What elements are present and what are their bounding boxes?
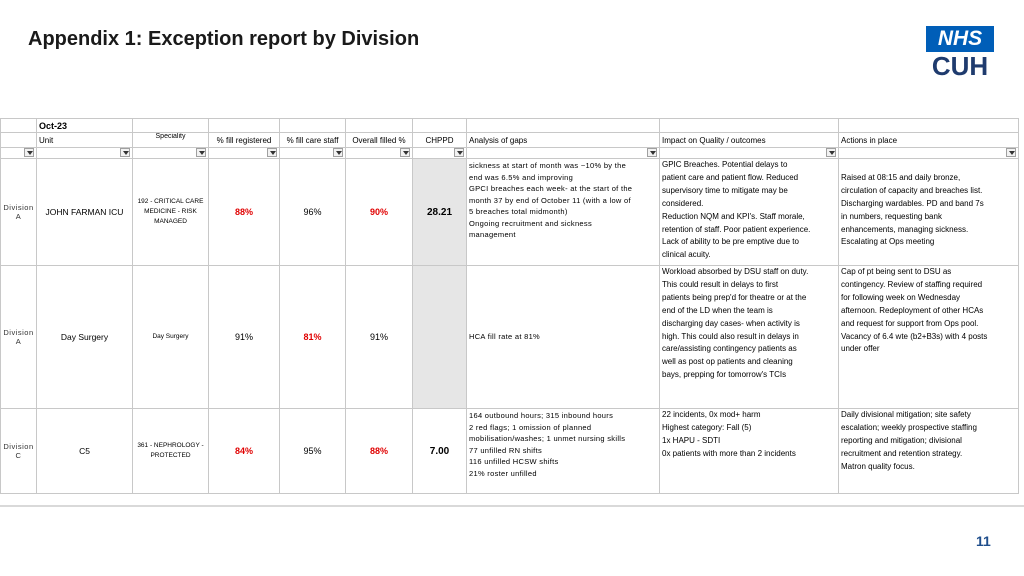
actions-line: for following week on Wednesday [841,292,961,302]
speciality-cell: 192 - CRITICAL CARE MEDICINE - RISK MANAGED [133,159,209,266]
actions-cell [839,409,1019,494]
analysis-cell [467,409,660,494]
impact-line: Workload absorbed by DSU staff on duty. [662,267,809,276]
table-row [1,159,1019,266]
chppd-cell: 28.21 [413,159,467,266]
actions-line: Discharging wardables. PD and band 7s [841,198,984,208]
filter-dropdown-actions[interactable] [1006,148,1016,157]
actions-line: circulation of capacity and breaches list. [841,185,983,195]
fill-care-staff-cell: 81% [280,266,346,409]
header-analysis: Analysis of gaps [467,133,660,148]
unit-cell: Day Surgery [37,266,133,409]
analysis-line: 116 unfilled HCSW shifts [469,457,559,466]
nhs-cuh-logo [924,26,996,82]
analysis-line: 2 red flags; 1 omission of planned [469,422,592,432]
overall-filled-cell: 88% [346,409,413,494]
overall-filled-cell: 90% [346,159,413,266]
analysis-cell [467,266,660,409]
analysis-line: HCA fill rate at 81% [469,332,541,342]
actions-line: escalation; weekly prospective staffing [841,422,977,432]
unit-cell: C5 [37,409,133,494]
actions-line: contingency. Review of staffing required [841,279,983,289]
impact-line: Highest category: Fall (5) [662,422,752,432]
exception-table [0,118,1019,494]
actions-cell [839,159,1019,266]
filter-dropdown-chppd[interactable] [454,148,464,157]
actions-line: and request for support from Ops pool. [841,318,979,328]
analysis-line: GPCI breaches each week- at the start of the [469,184,633,193]
header-unit: Unit [37,133,133,148]
impact-line: 1x HAPU - SDTI [662,435,721,445]
impact-line: well as post op patients and cleaning [662,357,793,367]
actions-line: Vacancy of 6.4 wte (b2+B3s) with 4 posts [841,331,988,341]
actions-line: enhancements, managing sickness. [841,224,969,234]
impact-cell [660,159,839,266]
period-label: Oct-23 [37,119,133,133]
analysis-line: sickness at start of month was ~10% by the [469,161,627,170]
impact-line: end of the LD when the team is [662,305,773,315]
impact-line: considered. [662,198,704,208]
impact-line: bays, prepping for tomorrow's TCIs [662,370,787,380]
filter-dropdown-speciality[interactable] [196,148,206,157]
filter-dropdown-fill-registered[interactable] [267,148,277,157]
logo-nhs: NHS [926,26,994,52]
fill-registered-cell: 91% [209,266,280,409]
impact-line: patients being prep'd for theatre or at the [662,292,807,302]
page-title: Appendix 1: Exception report by Division [28,28,420,50]
actions-line: afternoon. Redeployment of other HCAs [841,305,984,315]
actions-line: Daily divisional mitigation; site safety [841,410,971,419]
filter-dropdown-overall-filled[interactable] [400,148,410,157]
impact-line: 22 incidents, 0x mod+ harm [662,410,761,419]
header-blank [1,133,37,148]
overall-filled-cell: 91% [346,266,413,409]
chppd-cell [413,266,467,409]
fill-registered-cell: 88% [209,159,280,266]
actions-line: in numbers, requesting bank [841,211,942,221]
actions-line: Escalating at Ops meeting [841,237,935,247]
impact-line: 0x patients with more than 2 incidents [662,448,796,458]
filter-dropdown-impact[interactable] [826,148,836,157]
header-impact: Impact on Quality / outcomes [660,133,839,148]
analysis-line: month 37 by end of October 11 (with a low of [469,195,631,205]
header-speciality: Speciality [133,133,209,148]
unit-cell: JOHN FARMAN ICU [37,159,133,266]
actions-line: reporting and mitigation; divisional [841,435,962,445]
impact-line: retention of staff. Poor patient experience. [662,224,811,234]
header-fill-care-staff: % fill care staff [280,133,346,148]
actions-line: under offer [841,344,880,354]
impact-line: This could result in delays to first [662,279,779,289]
actions-line: Raised at 08:15 and daily bronze, [841,172,961,182]
actions-line: Matron quality focus. [841,461,915,471]
impact-line: supervisory time to mitigate may be [662,185,788,195]
fill-registered-cell: 84% [209,409,280,494]
header-fill-registered: % fill registered [209,133,280,148]
actions-line: Cap of pt being sent to DSU as [841,267,952,276]
actions-cell [839,266,1019,409]
impact-cell [660,266,839,409]
division-cell: Division A [1,266,37,409]
header-chppd: CHPPD [413,133,467,148]
analysis-line: 5 breaches total midmonth) [469,207,568,216]
logo-org: CUH [931,51,989,81]
filter-dropdown-analysis[interactable] [647,148,657,157]
filter-dropdown-division[interactable] [24,148,34,157]
division-cell: Division C [1,409,37,494]
header-actions: Actions in place [839,133,1019,148]
table-row [1,266,1019,409]
analysis-line: mobilisation/washes; 1 unmet nursing skills [469,434,626,443]
division-cell: Division A [1,159,37,266]
analysis-line: 21% roster unfilled [469,468,537,478]
analysis-line: 77 unfilled RN shifts [469,445,542,455]
impact-cell [660,409,839,494]
filter-dropdown-unit[interactable] [120,148,130,157]
analysis-cell [467,159,660,266]
analysis-line: management [469,230,516,239]
actions-line [841,159,1016,172]
corner-cell [1,119,37,133]
actions-line: recruitment and retention strategy. [841,448,963,458]
impact-line: patient care and patient flow. Reduced [662,172,799,182]
analysis-line: Ongoing recruitment and sickness [469,218,592,228]
footer-divider [0,505,1024,507]
speciality-cell: Day Surgery [133,266,209,409]
fill-care-staff-cell: 95% [280,409,346,494]
speciality-cell: 361 - NEPHROLOGY - PROTECTED [133,409,209,494]
impact-line: Reduction NQM and KPI's. Staff morale, [662,211,805,221]
exception-report-sheet [0,118,1024,490]
impact-line: care/assisting contingency patients as [662,344,797,354]
page-number: 11 [976,533,991,549]
analysis-line: end was 6.5% and improving [469,172,574,182]
fill-care-staff-cell: 96% [280,159,346,266]
impact-line: high. This could also result in delays in [662,331,799,341]
impact-line: Lack of ability to be pre emptive due to [662,237,799,247]
filter-dropdown-fill-care-staff[interactable] [333,148,343,157]
header-overall-filled: Overall filled % [346,133,413,148]
impact-line: discharging day cases- when activity is [662,318,800,328]
impact-line: clinical acuity. [662,250,711,260]
analysis-line: 164 outbound hours; 315 inbound hours [469,411,614,420]
table-row [1,409,1019,494]
chppd-cell: 7.00 [413,409,467,494]
impact-line: GPIC Breaches. Potential delays to [662,160,788,169]
